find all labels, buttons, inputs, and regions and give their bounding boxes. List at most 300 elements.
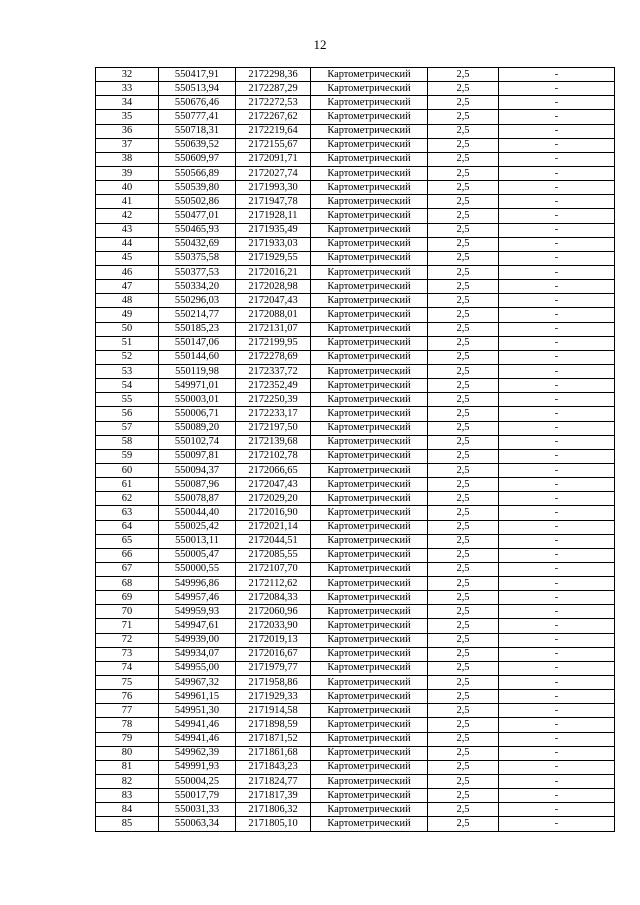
point-number-cell: 76 xyxy=(96,690,159,704)
precision-cell: 2,5 xyxy=(428,704,499,718)
method-cell: Картометрический xyxy=(311,181,428,195)
x-coordinate-cell: 550005,47 xyxy=(159,548,236,562)
method-cell: Картометрический xyxy=(311,393,428,407)
point-number-cell: 66 xyxy=(96,548,159,562)
method-cell: Картометрический xyxy=(311,195,428,209)
precision-cell: 2,5 xyxy=(428,138,499,152)
table-row xyxy=(96,661,615,675)
method-cell: Картометрический xyxy=(311,209,428,223)
description-cell: - xyxy=(499,534,615,548)
description-cell: - xyxy=(499,110,615,124)
x-coordinate-cell: 550432,69 xyxy=(159,237,236,251)
method-cell: Картометрический xyxy=(311,435,428,449)
precision-cell: 2,5 xyxy=(428,506,499,520)
point-number-cell: 57 xyxy=(96,421,159,435)
y-coordinate-cell: 2172028,98 xyxy=(236,280,311,294)
description-cell: - xyxy=(499,619,615,633)
method-cell: Картометрический xyxy=(311,322,428,336)
precision-cell: 2,5 xyxy=(428,746,499,760)
method-cell: Картометрический xyxy=(311,294,428,308)
y-coordinate-cell: 2171843,23 xyxy=(236,760,311,774)
precision-cell: 2,5 xyxy=(428,463,499,477)
y-coordinate-cell: 2172060,96 xyxy=(236,605,311,619)
table-row xyxy=(96,364,615,378)
description-cell: - xyxy=(499,181,615,195)
table-row xyxy=(96,647,615,661)
y-coordinate-cell: 2172233,17 xyxy=(236,407,311,421)
y-coordinate-cell: 2172084,33 xyxy=(236,591,311,605)
point-number-cell: 73 xyxy=(96,647,159,661)
description-cell: - xyxy=(499,237,615,251)
description-cell: - xyxy=(499,676,615,690)
point-number-cell: 33 xyxy=(96,82,159,96)
precision-cell: 2,5 xyxy=(428,124,499,138)
x-coordinate-cell: 550566,89 xyxy=(159,166,236,180)
x-coordinate-cell: 549991,93 xyxy=(159,760,236,774)
method-cell: Картометрический xyxy=(311,350,428,364)
x-coordinate-cell: 550102,74 xyxy=(159,435,236,449)
y-coordinate-cell: 2172278,69 xyxy=(236,350,311,364)
precision-cell: 2,5 xyxy=(428,68,499,82)
precision-cell: 2,5 xyxy=(428,251,499,265)
table-row xyxy=(96,506,615,520)
y-coordinate-cell: 2172016,67 xyxy=(236,647,311,661)
point-number-cell: 54 xyxy=(96,379,159,393)
point-number-cell: 38 xyxy=(96,152,159,166)
y-coordinate-cell: 2172047,43 xyxy=(236,478,311,492)
point-number-cell: 34 xyxy=(96,96,159,110)
description-cell: - xyxy=(499,746,615,760)
precision-cell: 2,5 xyxy=(428,817,499,831)
x-coordinate-cell: 550063,34 xyxy=(159,817,236,831)
precision-cell: 2,5 xyxy=(428,364,499,378)
precision-cell: 2,5 xyxy=(428,789,499,803)
y-coordinate-cell: 2172139,68 xyxy=(236,435,311,449)
method-cell: Картометрический xyxy=(311,223,428,237)
x-coordinate-cell: 550334,20 xyxy=(159,280,236,294)
y-coordinate-cell: 2171929,55 xyxy=(236,251,311,265)
table-row xyxy=(96,492,615,506)
y-coordinate-cell: 2172219,64 xyxy=(236,124,311,138)
coordinates-table xyxy=(95,67,615,832)
precision-cell: 2,5 xyxy=(428,209,499,223)
method-cell: Картометрический xyxy=(311,746,428,760)
table-row xyxy=(96,775,615,789)
y-coordinate-cell: 2171914,58 xyxy=(236,704,311,718)
precision-cell: 2,5 xyxy=(428,322,499,336)
precision-cell: 2,5 xyxy=(428,96,499,110)
y-coordinate-cell: 2171817,39 xyxy=(236,789,311,803)
table-row xyxy=(96,732,615,746)
y-coordinate-cell: 2172199,95 xyxy=(236,336,311,350)
table-row xyxy=(96,280,615,294)
method-cell: Картометрический xyxy=(311,647,428,661)
description-cell: - xyxy=(499,704,615,718)
method-cell: Картометрический xyxy=(311,138,428,152)
point-number-cell: 46 xyxy=(96,265,159,279)
x-coordinate-cell: 550513,94 xyxy=(159,82,236,96)
table-row xyxy=(96,138,615,152)
description-cell: - xyxy=(499,591,615,605)
precision-cell: 2,5 xyxy=(428,195,499,209)
point-number-cell: 68 xyxy=(96,577,159,591)
point-number-cell: 80 xyxy=(96,746,159,760)
description-cell: - xyxy=(499,195,615,209)
table-row xyxy=(96,789,615,803)
point-number-cell: 81 xyxy=(96,760,159,774)
method-cell: Картометрический xyxy=(311,336,428,350)
table-row xyxy=(96,181,615,195)
point-number-cell: 49 xyxy=(96,308,159,322)
x-coordinate-cell: 550144,60 xyxy=(159,350,236,364)
method-cell: Картометрический xyxy=(311,577,428,591)
y-coordinate-cell: 2172066,65 xyxy=(236,463,311,477)
method-cell: Картометрический xyxy=(311,280,428,294)
point-number-cell: 32 xyxy=(96,68,159,82)
table-row xyxy=(96,294,615,308)
description-cell: - xyxy=(499,789,615,803)
table-row xyxy=(96,209,615,223)
table-row xyxy=(96,435,615,449)
description-cell: - xyxy=(499,421,615,435)
table-row xyxy=(96,110,615,124)
x-coordinate-cell: 550502,86 xyxy=(159,195,236,209)
description-cell: - xyxy=(499,718,615,732)
description-cell: - xyxy=(499,605,615,619)
description-cell: - xyxy=(499,336,615,350)
table-row xyxy=(96,152,615,166)
method-cell: Картометрический xyxy=(311,789,428,803)
method-cell: Картометрический xyxy=(311,251,428,265)
point-number-cell: 78 xyxy=(96,718,159,732)
x-coordinate-cell: 550006,71 xyxy=(159,407,236,421)
x-coordinate-cell: 550147,06 xyxy=(159,336,236,350)
description-cell: - xyxy=(499,166,615,180)
y-coordinate-cell: 2172019,13 xyxy=(236,633,311,647)
table-row xyxy=(96,96,615,110)
point-number-cell: 52 xyxy=(96,350,159,364)
precision-cell: 2,5 xyxy=(428,760,499,774)
x-coordinate-cell: 549996,86 xyxy=(159,577,236,591)
x-coordinate-cell: 550639,52 xyxy=(159,138,236,152)
precision-cell: 2,5 xyxy=(428,803,499,817)
precision-cell: 2,5 xyxy=(428,591,499,605)
point-number-cell: 70 xyxy=(96,605,159,619)
x-coordinate-cell: 550214,77 xyxy=(159,308,236,322)
description-cell: - xyxy=(499,449,615,463)
table-row xyxy=(96,308,615,322)
y-coordinate-cell: 2171947,78 xyxy=(236,195,311,209)
description-cell: - xyxy=(499,265,615,279)
method-cell: Картометрический xyxy=(311,82,428,96)
precision-cell: 2,5 xyxy=(428,492,499,506)
x-coordinate-cell: 550417,91 xyxy=(159,68,236,82)
y-coordinate-cell: 2172197,50 xyxy=(236,421,311,435)
y-coordinate-cell: 2172107,70 xyxy=(236,562,311,576)
y-coordinate-cell: 2172029,20 xyxy=(236,492,311,506)
method-cell: Картометрический xyxy=(311,817,428,831)
y-coordinate-cell: 2172131,07 xyxy=(236,322,311,336)
method-cell: Картометрический xyxy=(311,676,428,690)
y-coordinate-cell: 2172044,51 xyxy=(236,534,311,548)
table-row xyxy=(96,166,615,180)
x-coordinate-cell: 550477,01 xyxy=(159,209,236,223)
precision-cell: 2,5 xyxy=(428,605,499,619)
precision-cell: 2,5 xyxy=(428,379,499,393)
description-cell: - xyxy=(499,647,615,661)
table-row xyxy=(96,803,615,817)
description-cell: - xyxy=(499,379,615,393)
x-coordinate-cell: 550017,79 xyxy=(159,789,236,803)
point-number-cell: 84 xyxy=(96,803,159,817)
table-row xyxy=(96,449,615,463)
method-cell: Картометрический xyxy=(311,124,428,138)
method-cell: Картометрический xyxy=(311,308,428,322)
x-coordinate-cell: 549941,46 xyxy=(159,732,236,746)
point-number-cell: 44 xyxy=(96,237,159,251)
description-cell: - xyxy=(499,364,615,378)
precision-cell: 2,5 xyxy=(428,166,499,180)
method-cell: Картометрический xyxy=(311,520,428,534)
y-coordinate-cell: 2172016,21 xyxy=(236,265,311,279)
method-cell: Картометрический xyxy=(311,265,428,279)
description-cell: - xyxy=(499,577,615,591)
table-row xyxy=(96,676,615,690)
point-number-cell: 58 xyxy=(96,435,159,449)
description-cell: - xyxy=(499,633,615,647)
table-row xyxy=(96,562,615,576)
y-coordinate-cell: 2171805,10 xyxy=(236,817,311,831)
x-coordinate-cell: 550718,31 xyxy=(159,124,236,138)
method-cell: Картометрический xyxy=(311,732,428,746)
x-coordinate-cell: 549971,01 xyxy=(159,379,236,393)
y-coordinate-cell: 2171993,30 xyxy=(236,181,311,195)
y-coordinate-cell: 2172016,90 xyxy=(236,506,311,520)
table-row xyxy=(96,520,615,534)
description-cell: - xyxy=(499,760,615,774)
description-cell: - xyxy=(499,350,615,364)
x-coordinate-cell: 550013,11 xyxy=(159,534,236,548)
table-row xyxy=(96,251,615,265)
precision-cell: 2,5 xyxy=(428,393,499,407)
x-coordinate-cell: 550296,03 xyxy=(159,294,236,308)
description-cell: - xyxy=(499,322,615,336)
point-number-cell: 69 xyxy=(96,591,159,605)
y-coordinate-cell: 2172298,36 xyxy=(236,68,311,82)
point-number-cell: 36 xyxy=(96,124,159,138)
table-row xyxy=(96,463,615,477)
method-cell: Картометрический xyxy=(311,96,428,110)
precision-cell: 2,5 xyxy=(428,577,499,591)
description-cell: - xyxy=(499,308,615,322)
table-row xyxy=(96,265,615,279)
description-cell: - xyxy=(499,803,615,817)
x-coordinate-cell: 550003,01 xyxy=(159,393,236,407)
x-coordinate-cell: 550465,93 xyxy=(159,223,236,237)
y-coordinate-cell: 2171871,52 xyxy=(236,732,311,746)
table-row xyxy=(96,534,615,548)
table-row xyxy=(96,322,615,336)
point-number-cell: 40 xyxy=(96,181,159,195)
x-coordinate-cell: 549967,32 xyxy=(159,676,236,690)
precision-cell: 2,5 xyxy=(428,294,499,308)
x-coordinate-cell: 549962,39 xyxy=(159,746,236,760)
precision-cell: 2,5 xyxy=(428,449,499,463)
table-row xyxy=(96,393,615,407)
precision-cell: 2,5 xyxy=(428,350,499,364)
x-coordinate-cell: 549955,00 xyxy=(159,661,236,675)
point-number-cell: 82 xyxy=(96,775,159,789)
precision-cell: 2,5 xyxy=(428,435,499,449)
description-cell: - xyxy=(499,407,615,421)
y-coordinate-cell: 2172027,74 xyxy=(236,166,311,180)
point-number-cell: 83 xyxy=(96,789,159,803)
precision-cell: 2,5 xyxy=(428,732,499,746)
precision-cell: 2,5 xyxy=(428,237,499,251)
description-cell: - xyxy=(499,223,615,237)
method-cell: Картометрический xyxy=(311,534,428,548)
x-coordinate-cell: 549957,46 xyxy=(159,591,236,605)
method-cell: Картометрический xyxy=(311,492,428,506)
table-row xyxy=(96,124,615,138)
precision-cell: 2,5 xyxy=(428,280,499,294)
y-coordinate-cell: 2172088,01 xyxy=(236,308,311,322)
page-number: 12 xyxy=(313,37,327,52)
point-number-cell: 64 xyxy=(96,520,159,534)
x-coordinate-cell: 550609,97 xyxy=(159,152,236,166)
description-cell: - xyxy=(499,96,615,110)
point-number-cell: 77 xyxy=(96,704,159,718)
precision-cell: 2,5 xyxy=(428,633,499,647)
y-coordinate-cell: 2171935,49 xyxy=(236,223,311,237)
method-cell: Картометрический xyxy=(311,379,428,393)
description-cell: - xyxy=(499,732,615,746)
point-number-cell: 43 xyxy=(96,223,159,237)
point-number-cell: 39 xyxy=(96,166,159,180)
description-cell: - xyxy=(499,506,615,520)
precision-cell: 2,5 xyxy=(428,181,499,195)
point-number-cell: 75 xyxy=(96,676,159,690)
method-cell: Картометрический xyxy=(311,548,428,562)
point-number-cell: 47 xyxy=(96,280,159,294)
description-cell: - xyxy=(499,492,615,506)
y-coordinate-cell: 2172352,49 xyxy=(236,379,311,393)
table-row xyxy=(96,746,615,760)
point-number-cell: 62 xyxy=(96,492,159,506)
x-coordinate-cell: 550078,87 xyxy=(159,492,236,506)
precision-cell: 2,5 xyxy=(428,308,499,322)
description-cell: - xyxy=(499,775,615,789)
y-coordinate-cell: 2172021,14 xyxy=(236,520,311,534)
table-row xyxy=(96,195,615,209)
table-row xyxy=(96,478,615,492)
y-coordinate-cell: 2171979,77 xyxy=(236,661,311,675)
y-coordinate-cell: 2171861,68 xyxy=(236,746,311,760)
table-row xyxy=(96,421,615,435)
description-cell: - xyxy=(499,562,615,576)
precision-cell: 2,5 xyxy=(428,336,499,350)
table-row xyxy=(96,407,615,421)
y-coordinate-cell: 2172033,90 xyxy=(236,619,311,633)
point-number-cell: 56 xyxy=(96,407,159,421)
description-cell: - xyxy=(499,82,615,96)
point-number-cell: 67 xyxy=(96,562,159,576)
x-coordinate-cell: 550089,20 xyxy=(159,421,236,435)
point-number-cell: 45 xyxy=(96,251,159,265)
precision-cell: 2,5 xyxy=(428,152,499,166)
method-cell: Картометрический xyxy=(311,463,428,477)
precision-cell: 2,5 xyxy=(428,718,499,732)
y-coordinate-cell: 2172287,29 xyxy=(236,82,311,96)
x-coordinate-cell: 549959,93 xyxy=(159,605,236,619)
precision-cell: 2,5 xyxy=(428,520,499,534)
method-cell: Картометрический xyxy=(311,407,428,421)
y-coordinate-cell: 2171806,32 xyxy=(236,803,311,817)
point-number-cell: 59 xyxy=(96,449,159,463)
method-cell: Картометрический xyxy=(311,237,428,251)
x-coordinate-cell: 550119,98 xyxy=(159,364,236,378)
precision-cell: 2,5 xyxy=(428,548,499,562)
y-coordinate-cell: 2171958,86 xyxy=(236,676,311,690)
precision-cell: 2,5 xyxy=(428,407,499,421)
method-cell: Картометрический xyxy=(311,775,428,789)
y-coordinate-cell: 2172047,43 xyxy=(236,294,311,308)
method-cell: Картометрический xyxy=(311,633,428,647)
point-number-cell: 42 xyxy=(96,209,159,223)
x-coordinate-cell: 550676,46 xyxy=(159,96,236,110)
y-coordinate-cell: 2172112,62 xyxy=(236,577,311,591)
point-number-cell: 50 xyxy=(96,322,159,336)
method-cell: Картометрический xyxy=(311,166,428,180)
table-row xyxy=(96,817,615,831)
precision-cell: 2,5 xyxy=(428,775,499,789)
coordinates-table-body xyxy=(96,68,615,832)
x-coordinate-cell: 549934,07 xyxy=(159,647,236,661)
point-number-cell: 65 xyxy=(96,534,159,548)
y-coordinate-cell: 2171933,03 xyxy=(236,237,311,251)
description-cell: - xyxy=(499,435,615,449)
table-row xyxy=(96,350,615,364)
point-number-cell: 74 xyxy=(96,661,159,675)
description-cell: - xyxy=(499,68,615,82)
x-coordinate-cell: 550025,42 xyxy=(159,520,236,534)
point-number-cell: 79 xyxy=(96,732,159,746)
method-cell: Картометрический xyxy=(311,68,428,82)
table-row xyxy=(96,68,615,82)
precision-cell: 2,5 xyxy=(428,647,499,661)
x-coordinate-cell: 550000,55 xyxy=(159,562,236,576)
y-coordinate-cell: 2172102,78 xyxy=(236,449,311,463)
x-coordinate-cell: 550044,40 xyxy=(159,506,236,520)
description-cell: - xyxy=(499,520,615,534)
method-cell: Картометрический xyxy=(311,605,428,619)
x-coordinate-cell: 550777,41 xyxy=(159,110,236,124)
method-cell: Картометрический xyxy=(311,690,428,704)
precision-cell: 2,5 xyxy=(428,676,499,690)
description-cell: - xyxy=(499,209,615,223)
x-coordinate-cell: 550094,37 xyxy=(159,463,236,477)
method-cell: Картометрический xyxy=(311,718,428,732)
y-coordinate-cell: 2171824,77 xyxy=(236,775,311,789)
description-cell: - xyxy=(499,463,615,477)
table-row xyxy=(96,690,615,704)
precision-cell: 2,5 xyxy=(428,562,499,576)
x-coordinate-cell: 550375,58 xyxy=(159,251,236,265)
precision-cell: 2,5 xyxy=(428,223,499,237)
method-cell: Картометрический xyxy=(311,562,428,576)
y-coordinate-cell: 2171898,59 xyxy=(236,718,311,732)
method-cell: Картометрический xyxy=(311,110,428,124)
